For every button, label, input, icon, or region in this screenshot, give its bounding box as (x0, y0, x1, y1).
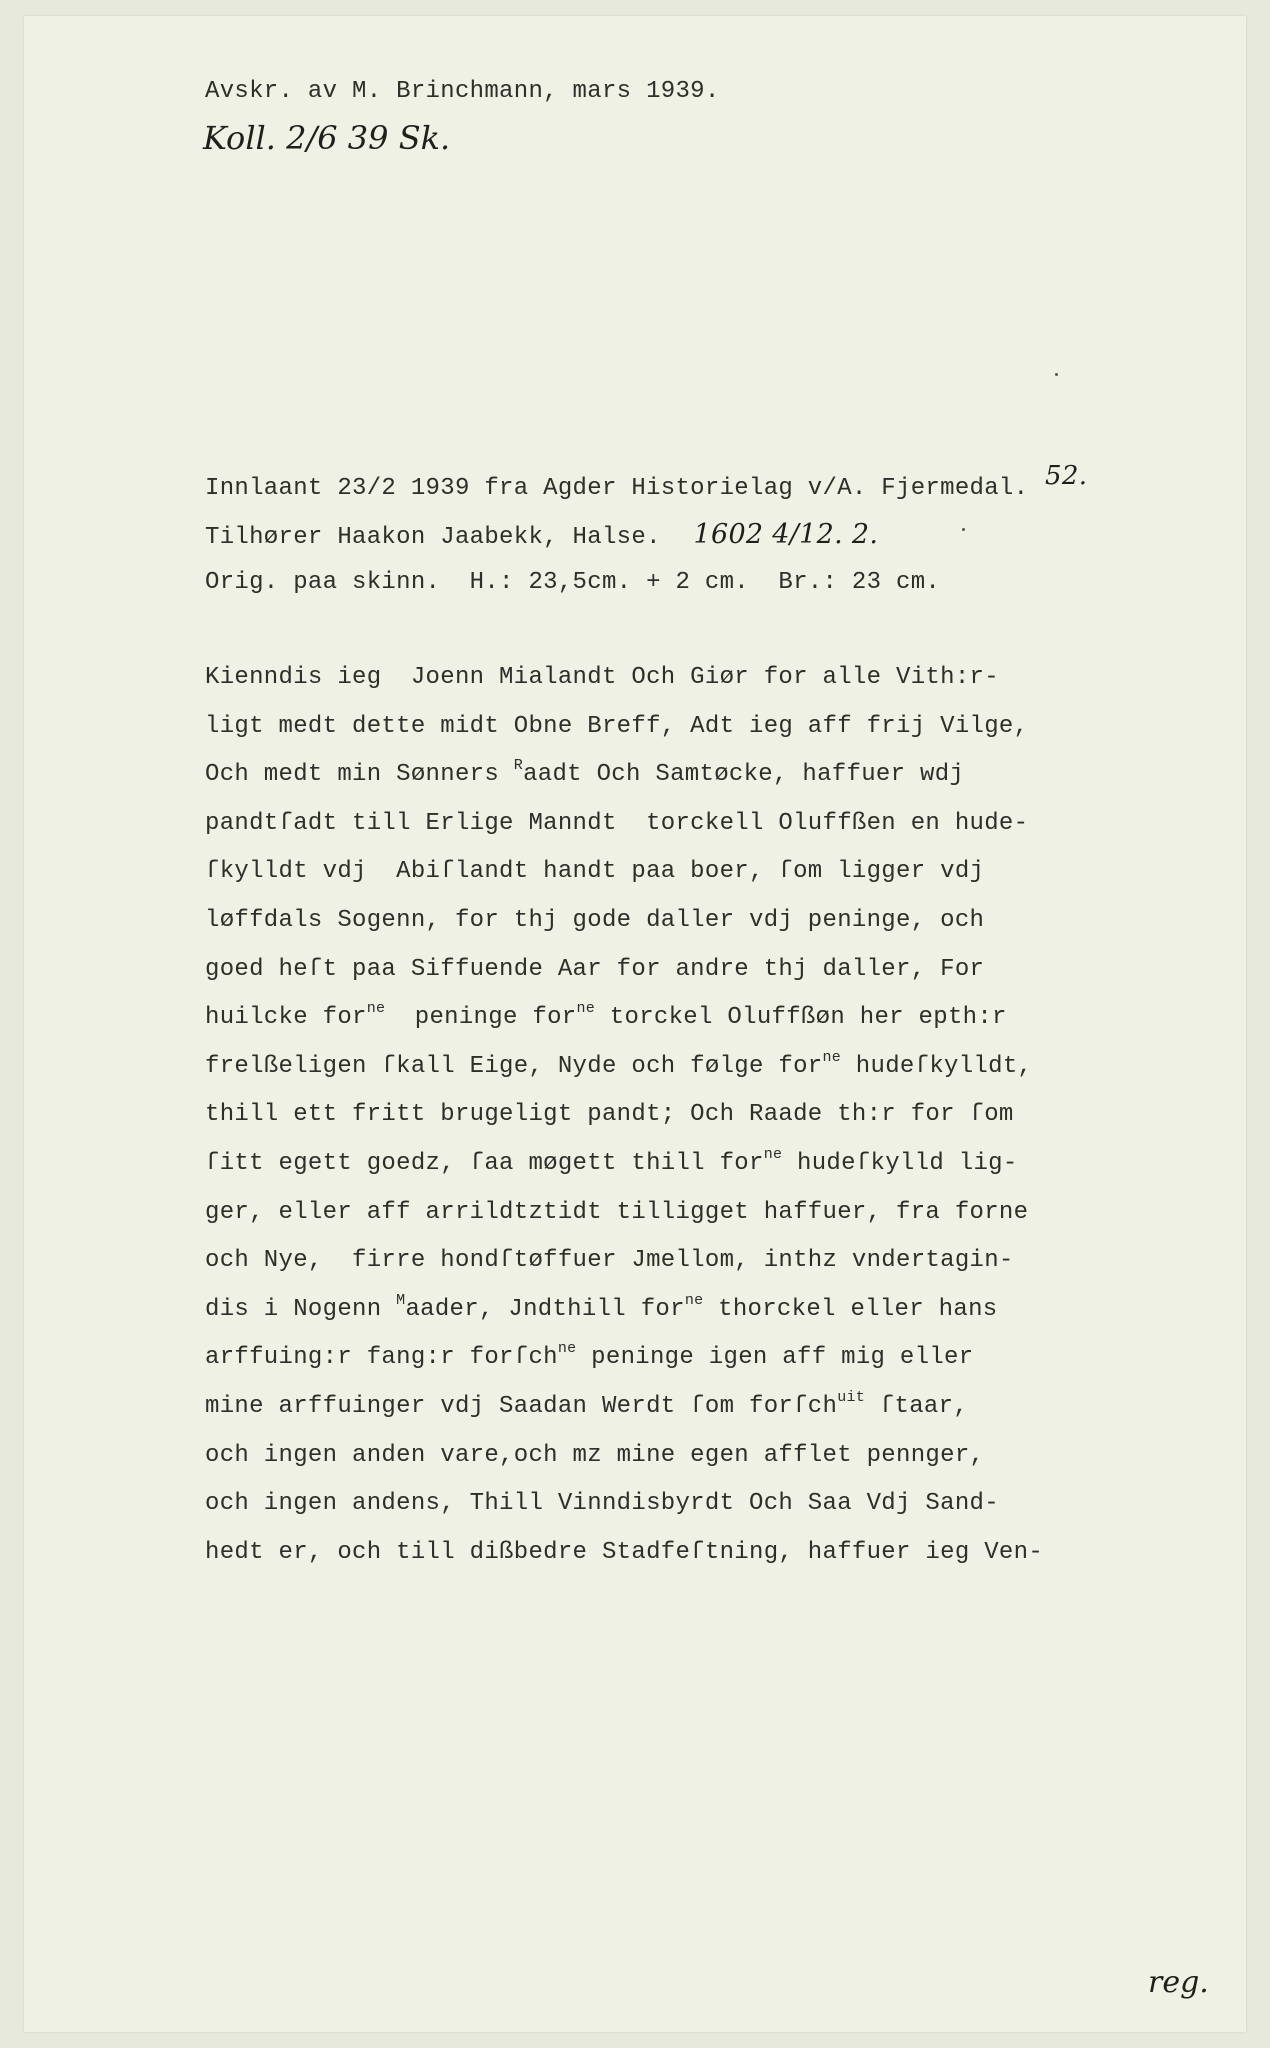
superscript-text: ne (763, 1146, 783, 1163)
body-line (205, 1444, 984, 1468)
line-text: peninge for (385, 1004, 577, 1031)
body-line (205, 812, 1028, 836)
owner-line (205, 521, 878, 550)
line-text: løffdals Sogenn, for thj gode daller vdj peninge, och (205, 907, 985, 934)
body-line (205, 666, 999, 690)
body-line (205, 1292, 998, 1323)
body-line (205, 1146, 1018, 1177)
line-text: ſitt egett goedz, ſaa møgett thill for (205, 1150, 764, 1177)
line-text: ligt medt dette midt Obne Breff, Adt ieg aff frij Vilge, (205, 713, 1029, 740)
loan-note: 52. (1045, 461, 1088, 491)
line-text: frelßeligen ſkall Eige, Nyde och følge for (205, 1053, 823, 1080)
original-line: Orig. paa skinn. H.: 23,5cm. + 2 cm. Br.: 23 cm. (205, 569, 941, 596)
line-text: dis i Nogenn (205, 1296, 397, 1323)
line-text: arffuing:r fang:r forſch (205, 1344, 558, 1371)
superscript-text: M (396, 1292, 406, 1309)
body-line (205, 715, 1028, 739)
superscript-text: ne (684, 1292, 704, 1309)
line-text: aader, Jndthill for (405, 1296, 685, 1323)
body-line (205, 860, 984, 884)
line-text: thill ett fritt brugeligt pandt; Och Raade th:r for ſom (205, 1101, 1014, 1128)
line-text: hedt er, och till dißbedre Stadfeſtning, haffuer ieg Ven- (205, 1539, 1044, 1566)
collection-mark: Koll. 2/6 39 Sk. (203, 119, 451, 157)
line-text: aadt Och Samtøcke, haffuer wdj (523, 761, 965, 788)
line-text: hudeſkylldt, (841, 1053, 1033, 1080)
line-text: ſkylldt vdj Abiſlandt handt paa boer, ſom ligger vdj (205, 858, 985, 885)
transcription-note: Avskr. av M. Brinchmann, mars 1939. (205, 78, 720, 105)
loan-line (205, 461, 1088, 502)
body-line (205, 958, 984, 982)
owner-note: 1602 4/12. 2. (693, 519, 879, 550)
registered-mark: reg. (1148, 1965, 1209, 2000)
line-text: ſtaar, (865, 1393, 969, 1420)
line-text: pandtſadt till Erlige Manndt torckell Oluffßen en hude- (205, 810, 1029, 837)
body-line (205, 1340, 974, 1371)
superscript-text: ne (822, 1049, 842, 1066)
line-text: ger, eller aff arrildtztidt tilligget haffuer, fra forne (205, 1199, 1029, 1226)
speck (1055, 373, 1058, 376)
owner-text: Tilhører Haakon Jaabekk, Halse. (205, 524, 661, 551)
line-text: och ingen andens, Thill Vinndisbyrdt Och Saa Vdj Sand- (205, 1490, 999, 1517)
body-line (205, 1249, 1014, 1273)
line-text: och Nye, firre hondſtøffuer Jmellom, inthz vndertagin- (205, 1247, 1014, 1274)
line-text: thorckel eller hans (703, 1296, 998, 1323)
superscript-text: uit (837, 1389, 866, 1406)
line-text: peninge igen aff mig eller (576, 1344, 974, 1371)
superscript-text: ne (576, 1000, 596, 1017)
body-line (205, 1103, 1014, 1127)
superscript-text: ne (557, 1340, 577, 1357)
line-text: huilcke for (205, 1004, 367, 1031)
body-line (205, 1201, 1028, 1225)
body-line (205, 1389, 969, 1420)
loan-text: Innlaant 23/2 1939 fra Agder Historielag v/A. Fjermedal. (205, 475, 1029, 502)
line-text: och ingen anden vare,och mz mine egen afflet pennger, (205, 1442, 985, 1469)
line-text: goed heſt paa Siffuende Aar for andre thj daller, For (205, 956, 985, 983)
body-line (205, 757, 965, 788)
body-line (205, 1049, 1033, 1080)
body-line (205, 1541, 1043, 1565)
body-line (205, 1492, 999, 1516)
speck (962, 528, 965, 531)
line-text: Kienndis ieg Joenn Mialandt Och Giør for alle Vith:r- (205, 664, 999, 691)
body-line (205, 909, 984, 933)
line-text: mine arffuinger vdj Saadan Werdt ſom forſch (205, 1393, 838, 1420)
line-text: torckel Oluffßøn her epth:r (595, 1004, 1007, 1031)
superscript-text: ne (366, 1000, 386, 1017)
superscript-text: R (513, 757, 524, 774)
line-text: hudeſkylld lig- (782, 1150, 1018, 1177)
body-line (205, 1000, 1007, 1031)
line-text: Och medt min Sønners (205, 761, 514, 788)
